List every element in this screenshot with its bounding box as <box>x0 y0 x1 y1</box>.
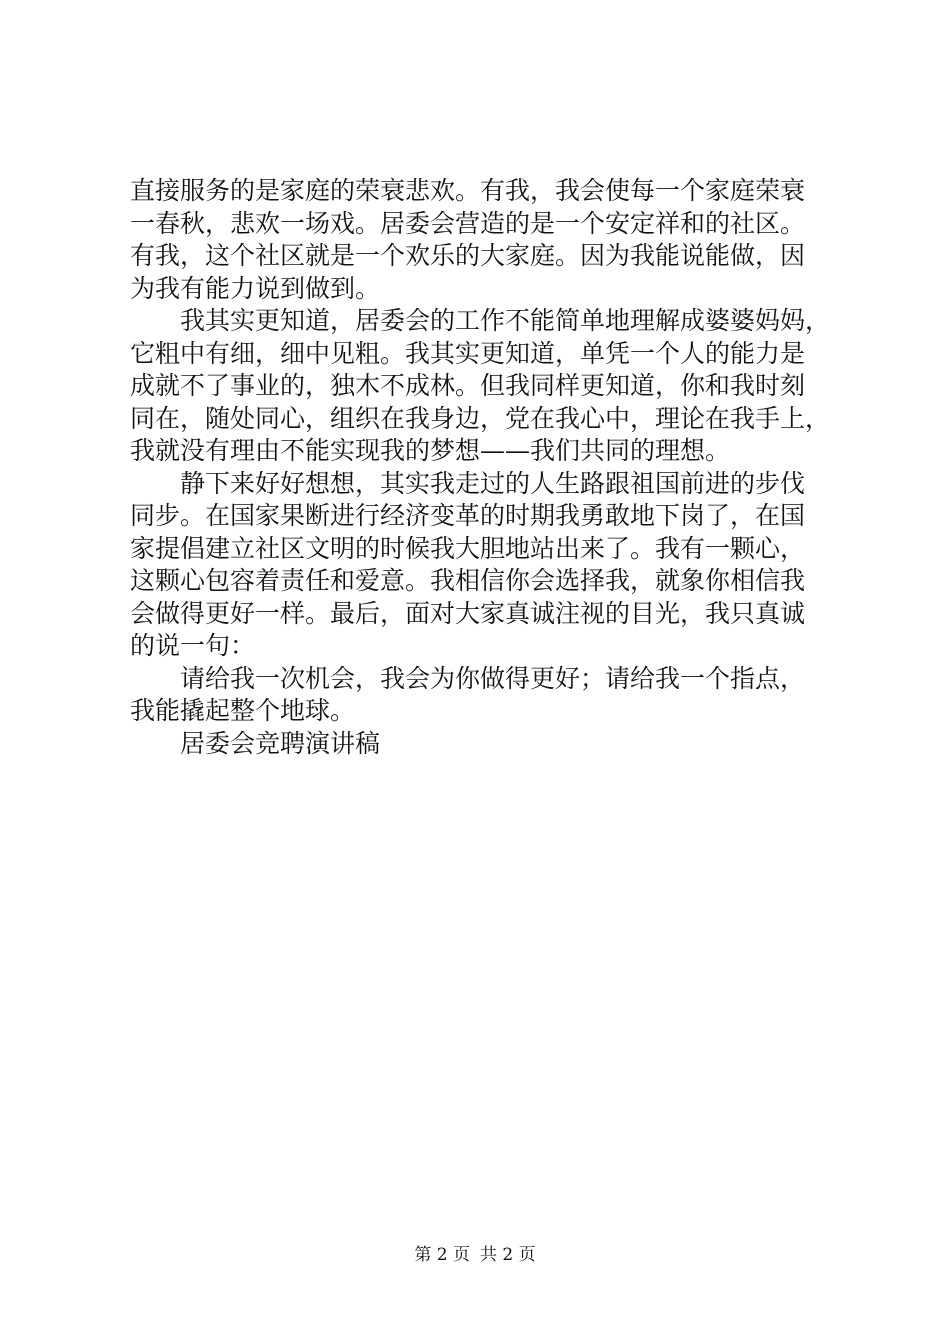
text-line: 它粗中有细，细中见粗。我其实更知道，单凭一个人的能力是 <box>130 338 806 368</box>
document-body <box>130 175 832 760</box>
text-line: 为我有能力说到做到。 <box>130 273 381 303</box>
text-line: 会做得更好一样。最后，面对大家真诚注视的目光，我只真诚 <box>130 598 806 628</box>
text-line: 成就不了事业的，独木不成林。但我同样更知道，你和我时刻 <box>130 371 806 400</box>
text-line: 同在，随处同心，组织在我身边，党在我心中，理论在我手上， <box>130 403 831 433</box>
page-number: 第 2 页 <box>414 1245 470 1265</box>
text-line: 直接服务的是家庭的荣衰悲欢。有我，我会使每一个家庭荣衰 <box>130 176 806 205</box>
paragraph-start-line: 请给我一次机会，我会为你做得更好；请给我一个指点， <box>180 663 806 693</box>
document-title-line: 居委会竞聘演讲稿 <box>180 728 381 758</box>
text-line: 这颗心包容着责任和爱意。我相信你会选择我，就象你相信我 <box>130 566 806 595</box>
text-line: 同步。在国家果断进行经济变革的时期我勇敢地下岗了，在国 <box>130 501 806 530</box>
page-footer <box>0 1243 950 1267</box>
text-line: 我能撬起整个地球。 <box>130 696 356 725</box>
text-line: 有我，这个社区就是一个欢乐的大家庭。因为我能说能做，因 <box>130 241 806 270</box>
text-line: 家提倡建立社区文明的时候我大胆地站出来了。我有一颗心， <box>130 533 806 563</box>
text-line: 我就没有理由不能实现我的梦想——我们共同的理想。 <box>130 436 731 465</box>
paragraph-start-line: 静下来好好想想，其实我走过的人生路跟祖国前进的步伐 <box>180 468 806 498</box>
page-total: 共 2 页 <box>480 1245 536 1265</box>
paragraph-start-line: 我其实更知道，居委会的工作不能简单地理解成婆婆妈妈， <box>180 306 831 335</box>
text-line: 的说一句： <box>130 631 256 660</box>
text-line: 一春秋，悲欢一场戏。居委会营造的是一个安定祥和的社区。 <box>130 208 806 238</box>
